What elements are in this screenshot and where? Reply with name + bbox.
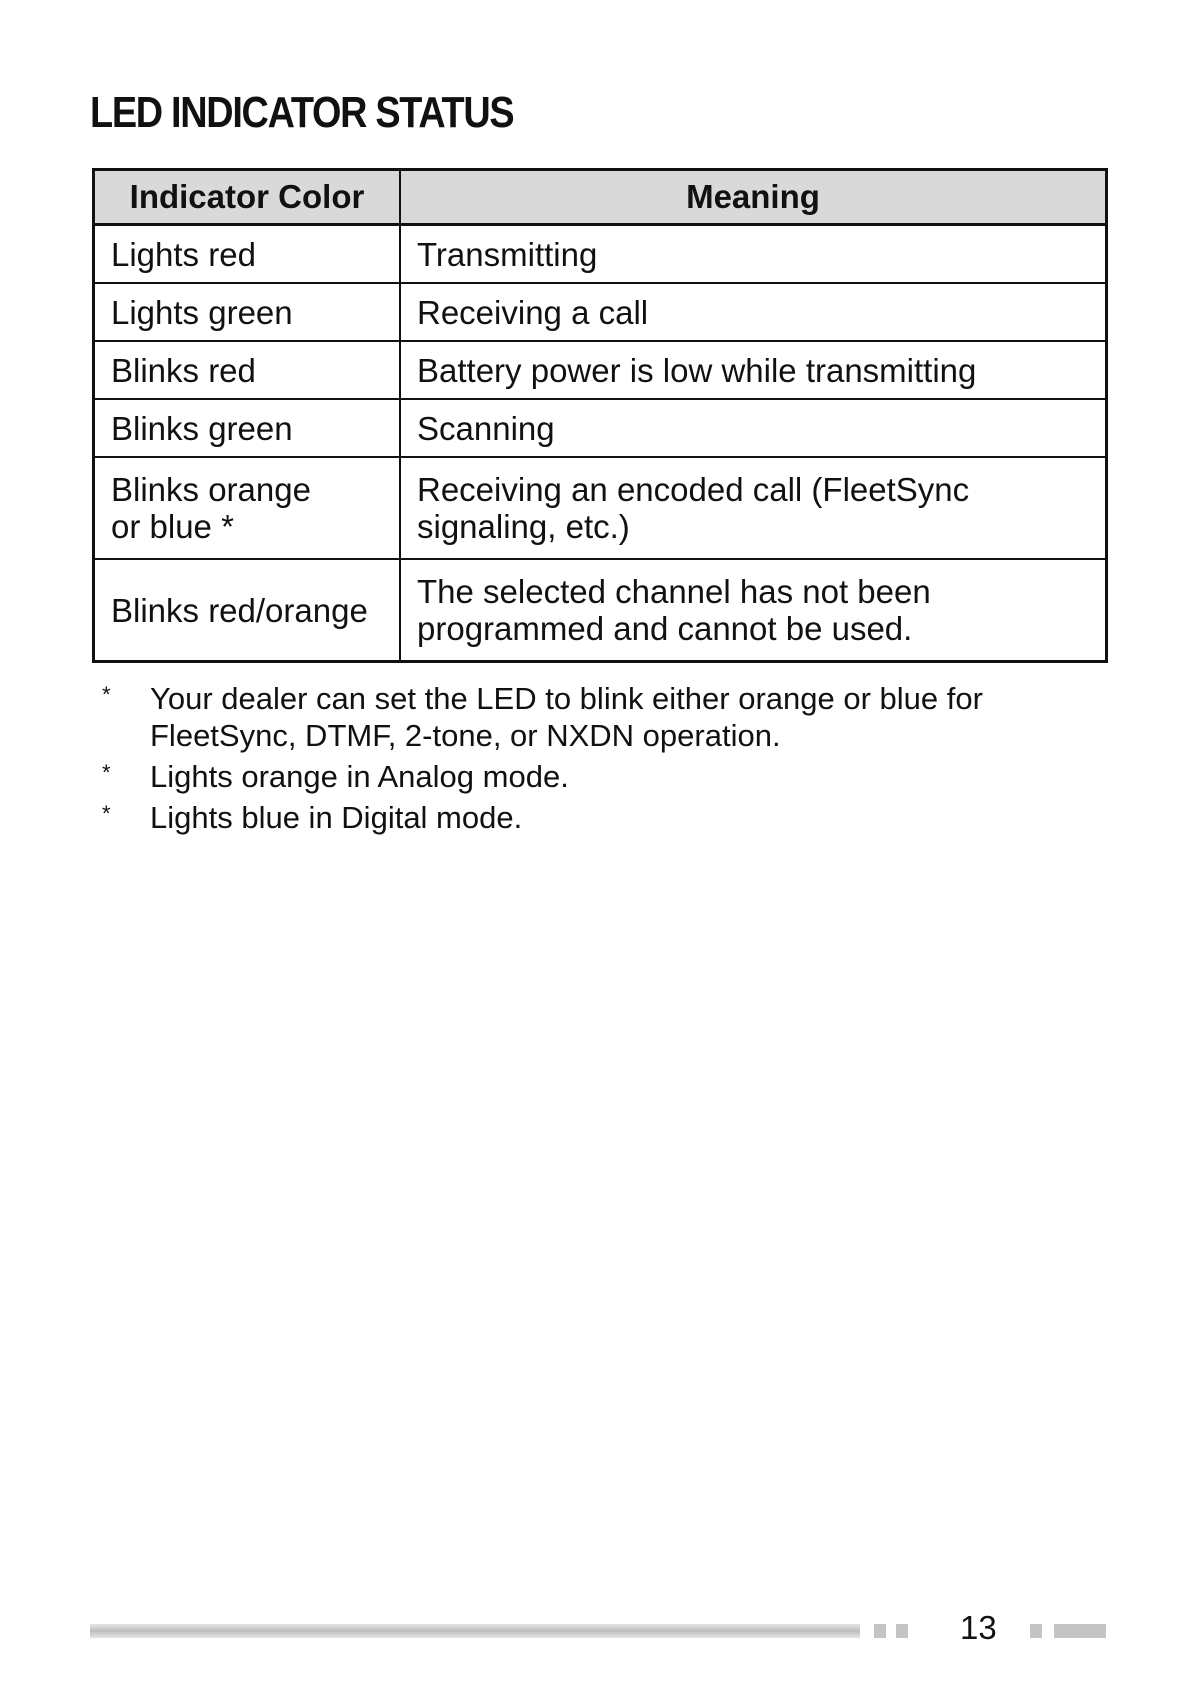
meaning-cell: Transmitting xyxy=(400,225,1107,284)
footnote xyxy=(100,799,1060,836)
meaning-cell: Scanning xyxy=(400,399,1107,457)
footnote xyxy=(100,680,1060,754)
indicator-color-cell: Blinks red/orange xyxy=(94,559,401,662)
indicator-color-cell: Lights green xyxy=(94,283,401,341)
indicator-color-cell: Lights red xyxy=(94,225,401,284)
header-indicator-color: Indicator Color xyxy=(94,170,401,225)
indicator-color-cell: Blinks green xyxy=(94,399,401,457)
table-row xyxy=(94,341,1107,399)
meaning-cell: The selected channel has not been programmed and cannot be used. xyxy=(400,559,1107,662)
page-title: LED INDICATOR STATUS xyxy=(90,88,514,137)
footnote-asterisk: * xyxy=(102,801,111,826)
table-row xyxy=(94,225,1107,284)
footer-dash xyxy=(1030,1624,1042,1638)
footer-rule xyxy=(90,1624,860,1638)
table-row xyxy=(94,457,1107,559)
table-row xyxy=(94,399,1107,457)
table-row xyxy=(94,283,1107,341)
footnote-text: Lights orange in Analog mode. xyxy=(150,759,569,794)
page-number: 13 xyxy=(960,1609,997,1646)
indicator-color-cell: Blinks red xyxy=(94,341,401,399)
footnotes xyxy=(100,680,1060,840)
meaning-cell: Battery power is low while transmitting xyxy=(400,341,1107,399)
footnote-text: Lights blue in Digital mode. xyxy=(150,800,523,835)
led-status-table xyxy=(92,168,1108,663)
footnote-text: Your dealer can set the LED to blink either orange or blue for FleetSync, DTMF, 2-tone, or NXDN operation. xyxy=(150,681,983,753)
footer-dash xyxy=(874,1624,886,1638)
meaning-cell: Receiving an encoded call (FleetSync signaling, etc.) xyxy=(400,457,1107,559)
meaning-cell: Receiving a call xyxy=(400,283,1107,341)
footnote-asterisk: * xyxy=(102,760,111,785)
indicator-color-cell: Blinks orange or blue * xyxy=(94,457,401,559)
footer-dash xyxy=(1054,1624,1106,1638)
footnote xyxy=(100,758,1060,795)
table-header-row xyxy=(94,170,1107,225)
table-row xyxy=(94,559,1107,662)
footer-dash xyxy=(896,1624,908,1638)
footnote-asterisk: * xyxy=(102,682,111,707)
header-meaning: Meaning xyxy=(400,170,1107,225)
